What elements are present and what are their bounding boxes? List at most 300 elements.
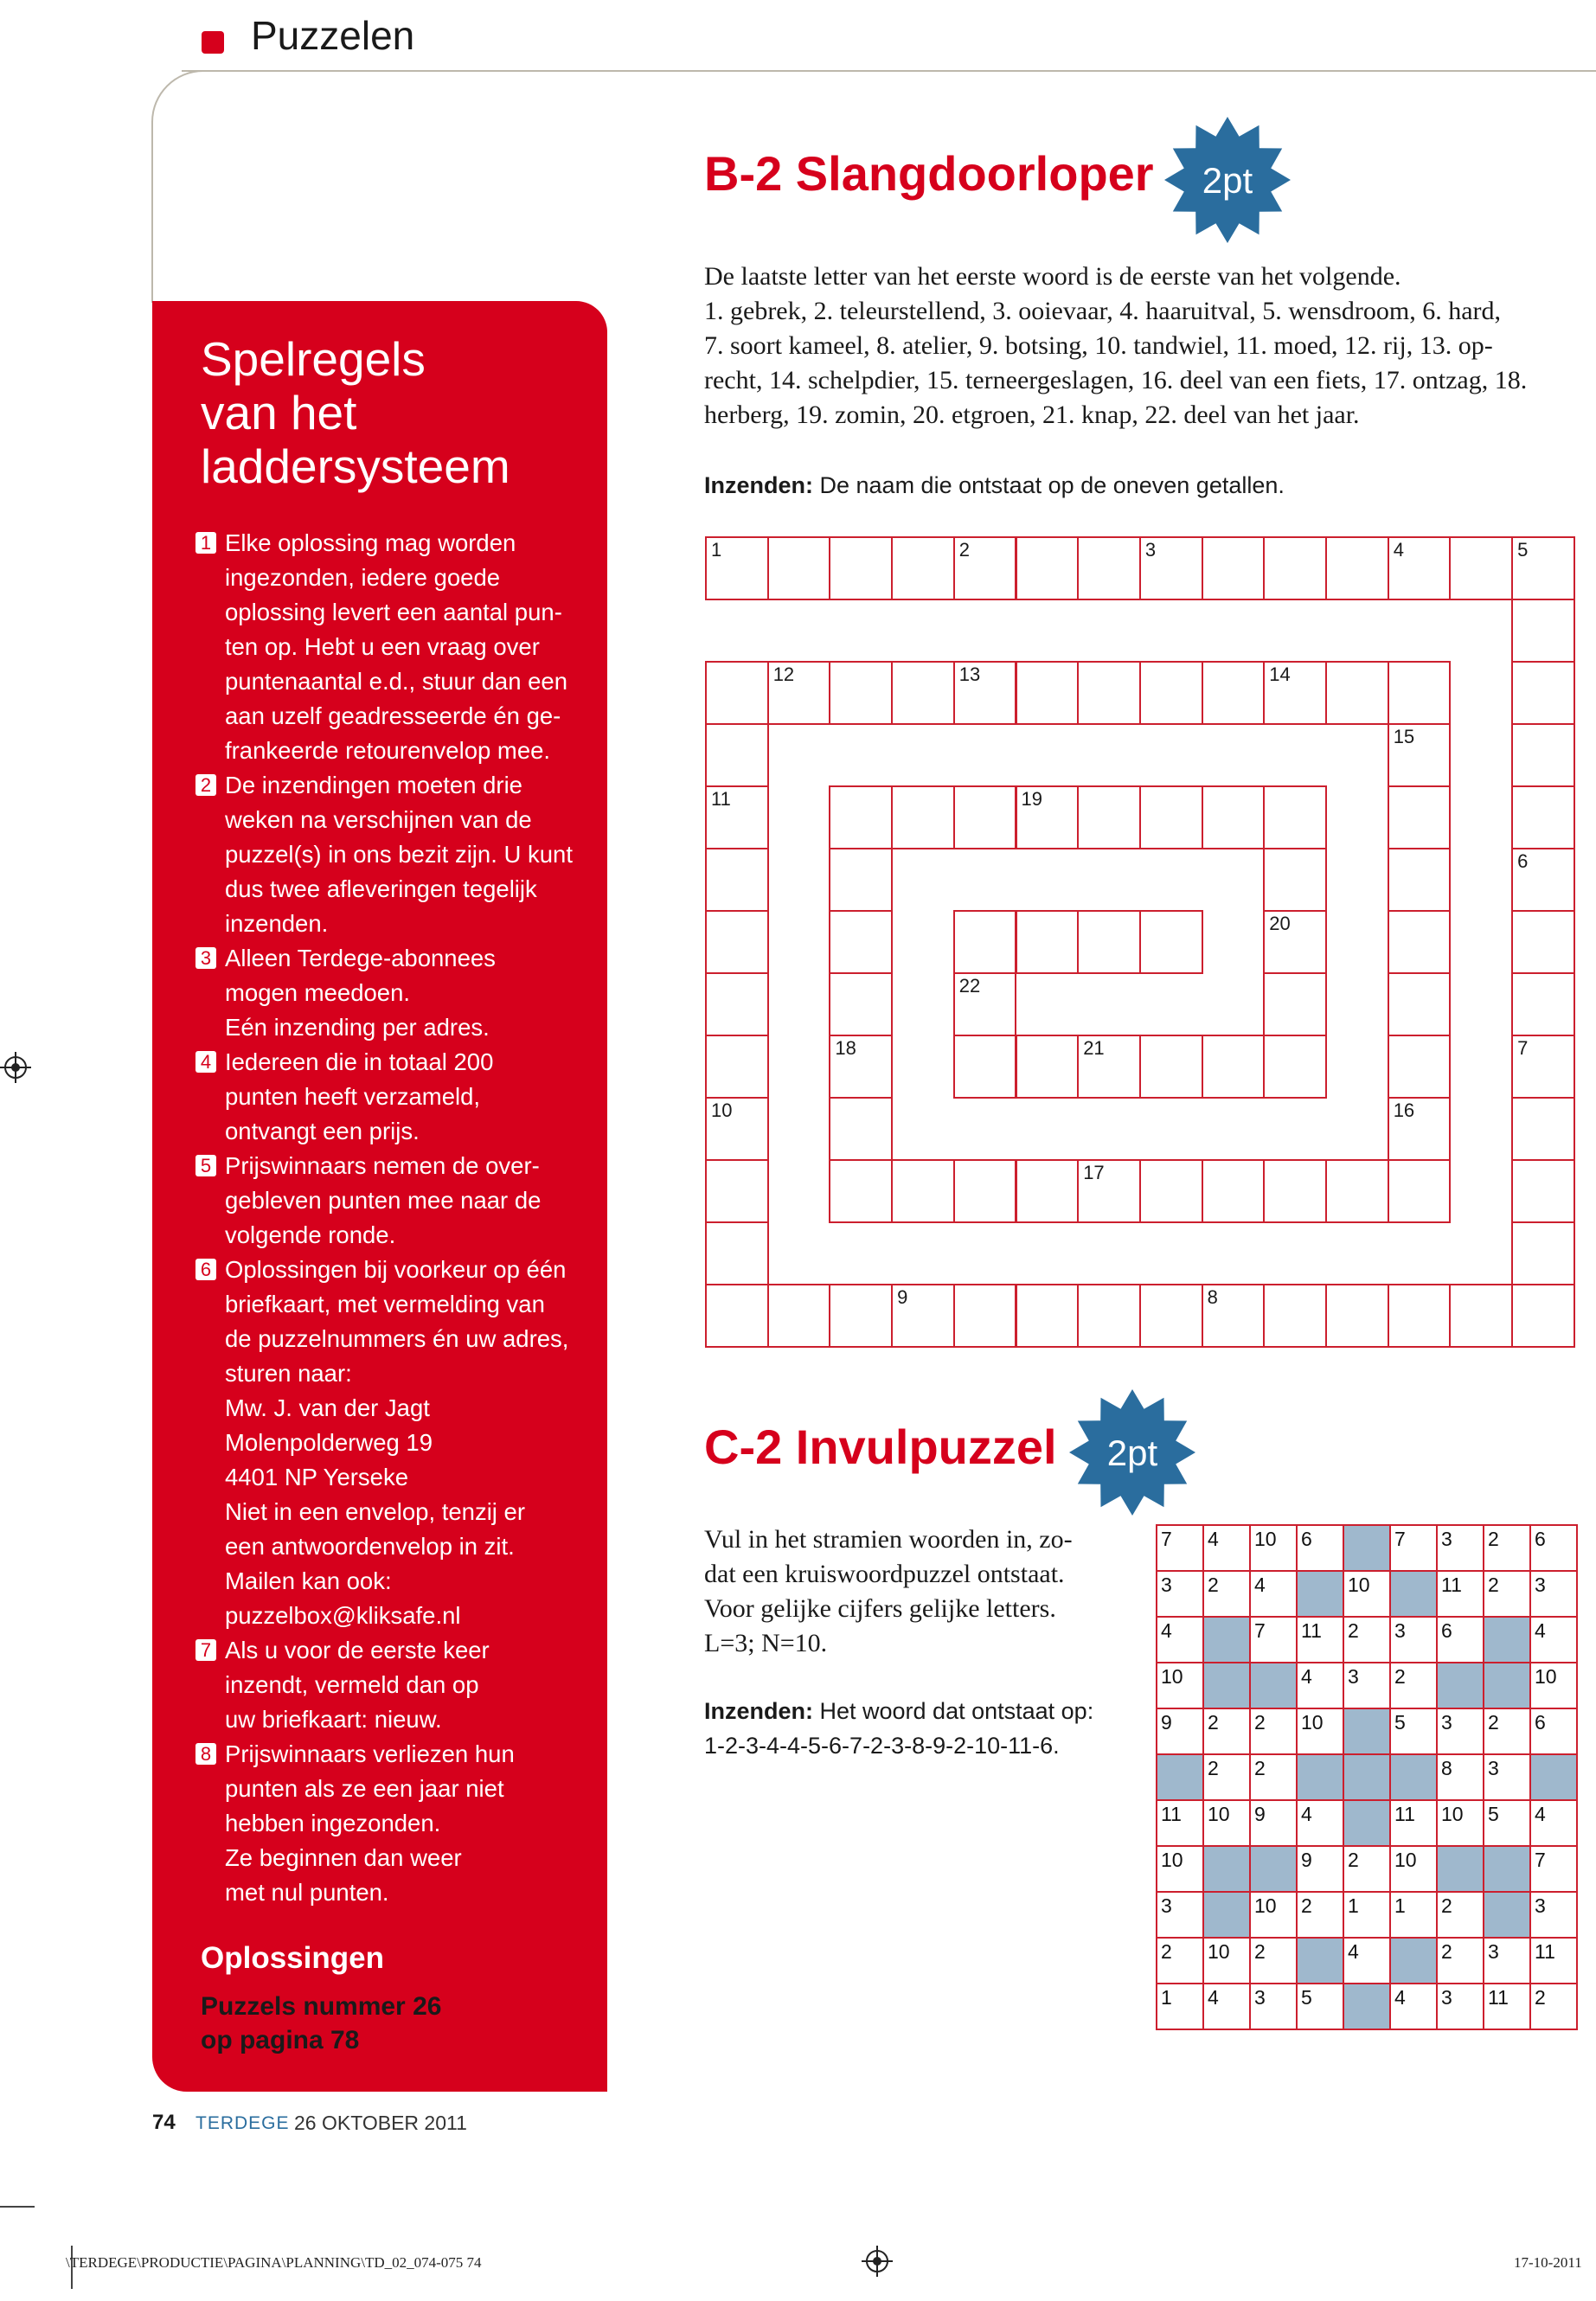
number-cell <box>1156 1937 1204 1984</box>
registration-mark-icon <box>862 2246 893 2277</box>
grid-cell <box>1511 972 1575 1036</box>
number-cell <box>1436 1937 1484 1984</box>
grid-cell <box>891 1159 955 1223</box>
rule-text: puzzelbox@kliksafe.nl <box>225 1602 461 1629</box>
rule-number: 2 <box>195 774 216 796</box>
cell-number: 2 <box>1441 1940 1452 1963</box>
grid-cell <box>1263 972 1327 1036</box>
number-cell <box>1436 1753 1484 1801</box>
grid-cell <box>953 1284 1017 1348</box>
grid-cell <box>1202 785 1266 849</box>
cell-number: 10 <box>1161 1665 1183 1688</box>
cell-number: 10 <box>1254 1528 1277 1550</box>
cell-number: 3 <box>1254 1986 1266 2009</box>
cell-number: 11 <box>1535 1940 1555 1963</box>
black-square <box>1436 1845 1484 1893</box>
grid-cell <box>1325 661 1389 725</box>
b2-submit-label: Inzenden: <box>704 472 813 498</box>
black-square <box>1202 1616 1251 1663</box>
cell-number: 9 <box>1254 1803 1266 1825</box>
rules-title-line: van het <box>201 386 357 439</box>
number-cell <box>1343 1937 1391 1984</box>
number-cell <box>1389 1845 1438 1893</box>
rule-text: puntenaantal e.d., stuur dan een <box>225 668 568 695</box>
grid-cell <box>1077 910 1141 974</box>
rule-text: frankeerde retourenvelop mee. <box>225 737 551 764</box>
black-square <box>1202 1845 1251 1893</box>
cell-number: 10 <box>1535 1665 1557 1688</box>
rule-text: oplossing levert een aantal pun- <box>225 599 562 625</box>
number-cell <box>1343 1891 1391 1939</box>
rules-list <box>195 526 576 1910</box>
rule-item <box>195 1737 576 1910</box>
cell-number: 3 <box>1161 1574 1172 1596</box>
clue-number: 10 <box>711 1099 733 1121</box>
black-square <box>1296 1753 1344 1801</box>
clue-number: 6 <box>1517 850 1529 872</box>
cell-number: 3 <box>1535 1894 1546 1917</box>
grid-cell <box>953 1035 1017 1099</box>
number-cell <box>1436 1616 1484 1663</box>
number-cell <box>1483 1799 1531 1847</box>
section-marker <box>202 31 224 54</box>
rule-number: 7 <box>195 1639 216 1661</box>
cell-number: 4 <box>1161 1619 1172 1642</box>
cell-number: 4 <box>1348 1940 1359 1963</box>
grid-cell <box>705 972 769 1036</box>
black-square <box>1343 1708 1391 1755</box>
grid-cell <box>1263 1159 1327 1223</box>
cell-number: 5 <box>1488 1803 1499 1825</box>
rule-item <box>195 1149 576 1253</box>
b2-title: B-2 Slangdoorloper <box>704 146 1154 201</box>
number-cell <box>1343 1570 1391 1618</box>
rule-text: Ze beginnen dan weer <box>225 1844 462 1871</box>
black-square <box>1389 1753 1438 1801</box>
grid-cell <box>1202 1159 1266 1223</box>
number-cell <box>1296 1845 1344 1893</box>
number-cell <box>1156 1524 1204 1572</box>
rule-text: Oplossingen bij voorkeur op één <box>225 1256 567 1283</box>
rule-text: een antwoordenvelop in zit. <box>225 1533 515 1560</box>
cell-number: 2 <box>1254 1711 1266 1734</box>
number-cell <box>1296 1799 1344 1847</box>
black-square <box>1343 1799 1391 1847</box>
rule-text: met nul punten. <box>225 1879 389 1906</box>
cell-number: 3 <box>1488 1757 1499 1779</box>
grid-cell <box>1202 1035 1266 1099</box>
number-cell <box>1389 1662 1438 1709</box>
grid-cell <box>1388 910 1452 974</box>
number-cell <box>1249 1799 1298 1847</box>
rule-text: weken na verschijnen van de <box>225 806 532 833</box>
grid-cell <box>1263 1284 1327 1348</box>
grid-cell <box>1325 536 1389 600</box>
registration-mark-icon <box>0 1052 31 1083</box>
number-cell <box>1249 1616 1298 1663</box>
b2-desc-line: herberg, 19. zomin, 20. etgroen, 21. knap, 22. deel van het jaar. <box>704 401 1360 429</box>
rule-item <box>195 1253 576 1633</box>
black-square <box>1343 1524 1391 1572</box>
cell-number: 5 <box>1301 1986 1312 2009</box>
rule-item <box>195 941 576 1045</box>
grid-cell <box>1388 785 1452 849</box>
grid-cell <box>829 536 893 600</box>
rule-text: gebleven punten mee naar de <box>225 1187 542 1214</box>
number-cell <box>1529 1662 1578 1709</box>
grid-cell <box>1016 536 1080 600</box>
grid-cell <box>1077 1284 1141 1348</box>
number-cell <box>1296 1708 1344 1755</box>
cell-number: 4 <box>1394 1986 1406 2009</box>
magazine-name: TERDEGE <box>195 2113 290 2133</box>
rule-item <box>195 526 576 768</box>
frame-line <box>182 70 1596 72</box>
section-title: Puzzelen <box>251 13 415 58</box>
number-cell <box>1483 1983 1531 2030</box>
number-cell <box>1436 1799 1484 1847</box>
number-cell <box>1202 1708 1251 1755</box>
black-square <box>1249 1845 1298 1893</box>
number-cell <box>1156 1570 1204 1618</box>
cell-number: 10 <box>1208 1940 1230 1963</box>
cell-number: 2 <box>1488 1528 1499 1550</box>
rule-text: inzendt, vermeld dan op <box>225 1671 479 1698</box>
grid-cell <box>705 910 769 974</box>
number-cell <box>1202 1570 1251 1618</box>
c2-description <box>704 1522 1119 1661</box>
number-cell <box>1529 1708 1578 1755</box>
grid-cell <box>1511 910 1575 974</box>
number-cell <box>1296 1983 1344 2030</box>
c2-submit-sequence: 1-2-3-4-4-5-6-7-2-3-8-9-2-10-11-6. <box>704 1733 1060 1759</box>
solutions-line: Puzzels nummer 26 <box>201 1992 442 2021</box>
black-square <box>1483 1616 1531 1663</box>
number-cell <box>1529 1799 1578 1847</box>
cell-number: 3 <box>1441 1528 1452 1550</box>
cell-number: 4 <box>1301 1803 1312 1825</box>
rule-text: Als u voor de eerste keer <box>225 1637 490 1663</box>
grid-cell <box>1139 1284 1203 1348</box>
number-cell <box>1156 1616 1204 1663</box>
clue-number: 17 <box>1083 1162 1105 1183</box>
rule-item <box>195 768 576 941</box>
cell-number: 10 <box>1208 1803 1230 1825</box>
cell-number: 5 <box>1394 1711 1406 1734</box>
number-cell <box>1202 1983 1251 2030</box>
number-cell <box>1529 1570 1578 1618</box>
number-cell <box>1249 1983 1298 2030</box>
grid-cell <box>829 1159 893 1223</box>
cell-number: 10 <box>1441 1803 1464 1825</box>
cell-number: 3 <box>1348 1665 1359 1688</box>
black-square <box>1343 1983 1391 2030</box>
c2-desc-line: Voor gelijke cijfers gelijke letters. <box>704 1594 1056 1623</box>
b2-submit-text: De naam die ontstaat op de oneven getallen. <box>813 472 1285 498</box>
cell-number: 10 <box>1348 1574 1370 1596</box>
grid-cell <box>829 848 893 912</box>
grid-cell <box>1388 1035 1452 1099</box>
grid-cell <box>1388 848 1452 912</box>
cell-number: 8 <box>1441 1757 1452 1779</box>
cell-number: 2 <box>1488 1711 1499 1734</box>
number-cell <box>1483 1937 1531 1984</box>
number-cell <box>1389 1616 1438 1663</box>
c2-submit-text: Het woord dat ontstaat op: <box>813 1698 1094 1724</box>
grid-cell <box>829 785 893 849</box>
grid-cell <box>1388 1159 1452 1223</box>
grid-cell <box>1016 1159 1080 1223</box>
number-cell <box>1296 1616 1344 1663</box>
cell-number: 2 <box>1348 1849 1359 1871</box>
solutions-reference <box>201 1990 441 2057</box>
grid-cell <box>1263 848 1327 912</box>
cell-number: 6 <box>1535 1528 1546 1550</box>
b2-points-badge <box>1163 115 1292 245</box>
number-cell <box>1436 1524 1484 1572</box>
number-cell <box>1529 1845 1578 1893</box>
cell-number: 11 <box>1161 1803 1182 1825</box>
b2-points: 2pt <box>1202 160 1253 201</box>
cell-number: 10 <box>1301 1711 1324 1734</box>
print-date: 17-10-2011 <box>1514 2254 1582 2271</box>
grid-cell <box>705 1035 769 1099</box>
clue-number: 21 <box>1083 1037 1105 1059</box>
number-cell <box>1156 1983 1204 2030</box>
grid-cell <box>1388 972 1452 1036</box>
grid-cell <box>1016 1035 1080 1099</box>
grid-cell <box>953 785 1017 849</box>
number-cell <box>1249 1891 1298 1939</box>
number-cell <box>1343 1662 1391 1709</box>
rule-text: Elke oplossing mag worden <box>225 529 516 556</box>
grid-cell <box>767 1284 831 1348</box>
clue-number: 5 <box>1517 539 1529 561</box>
number-cell <box>1529 1616 1578 1663</box>
grid-cell <box>705 1159 769 1223</box>
rule-text: Prijswinnaars nemen de over- <box>225 1152 540 1179</box>
cell-number: 3 <box>1161 1894 1172 1917</box>
c2-points-badge <box>1067 1388 1197 1517</box>
cell-number: 1 <box>1348 1894 1359 1917</box>
number-cell <box>1529 1983 1578 2030</box>
grid-cell <box>829 972 893 1036</box>
black-square <box>1483 1662 1531 1709</box>
cell-number: 2 <box>1394 1665 1406 1688</box>
rule-text: punten heeft verzameld, <box>225 1083 481 1110</box>
clue-number: 3 <box>1144 539 1157 561</box>
grid-cell <box>953 910 1017 974</box>
cell-number: 2 <box>1535 1986 1546 2009</box>
solutions-line: op pagina 78 <box>201 2026 360 2054</box>
black-square <box>1529 1753 1578 1801</box>
cell-number: 9 <box>1161 1711 1172 1734</box>
rule-number: 3 <box>195 947 216 969</box>
grid-cell <box>829 1284 893 1348</box>
cell-number: 2 <box>1208 1574 1219 1596</box>
clue-number: 7 <box>1517 1037 1529 1059</box>
number-cell <box>1436 1983 1484 2030</box>
number-cell <box>1436 1891 1484 1939</box>
c2-points: 2pt <box>1106 1433 1158 1473</box>
rules-title-line: Spelregels <box>201 332 426 386</box>
grid-cell <box>1511 1284 1575 1348</box>
rule-number: 4 <box>195 1051 216 1073</box>
cell-number: 2 <box>1488 1574 1499 1596</box>
black-square <box>1389 1937 1438 1984</box>
rule-text: Eén inzending per adres. <box>225 1014 490 1041</box>
c2-title: C-2 Invulpuzzel <box>704 1420 1057 1474</box>
grid-cell <box>1511 599 1575 663</box>
grid-cell <box>1511 661 1575 725</box>
rule-text: ontvangt een prijs. <box>225 1118 420 1144</box>
grid-cell <box>705 1221 769 1285</box>
clue-number: 16 <box>1393 1099 1415 1121</box>
grid-cell <box>1263 785 1327 849</box>
cell-number: 6 <box>1535 1711 1546 1734</box>
cell-number: 4 <box>1301 1665 1312 1688</box>
rule-text: uw briefkaart: nieuw. <box>225 1706 442 1733</box>
frame-corner <box>151 70 205 124</box>
grid-cell <box>705 848 769 912</box>
grid-cell <box>1202 661 1266 725</box>
grid-cell <box>891 661 955 725</box>
cell-number: 7 <box>1161 1528 1172 1550</box>
rule-text: Iedereen die in totaal 200 <box>225 1048 494 1075</box>
cell-number: 6 <box>1301 1528 1312 1550</box>
grid-cell <box>1202 536 1266 600</box>
black-square <box>1202 1662 1251 1709</box>
grid-cell <box>1449 536 1513 600</box>
clue-number: 11 <box>711 788 731 810</box>
rule-text: de puzzelnummers én uw adres, <box>225 1325 569 1352</box>
cell-number: 9 <box>1301 1849 1312 1871</box>
clue-number: 1 <box>711 539 722 561</box>
cell-number: 1 <box>1394 1894 1406 1917</box>
grid-cell <box>829 1097 893 1161</box>
clue-number: 15 <box>1393 726 1415 747</box>
cell-number: 11 <box>1394 1803 1415 1825</box>
number-cell <box>1202 1799 1251 1847</box>
clue-number: 8 <box>1207 1286 1218 1308</box>
grid-cell <box>1077 536 1141 600</box>
cell-number: 2 <box>1208 1711 1219 1734</box>
grid-cell <box>1263 1035 1327 1099</box>
rule-text: dus twee afleveringen tegelijk <box>225 875 537 902</box>
grid-cell <box>1016 661 1080 725</box>
number-cell <box>1436 1570 1484 1618</box>
grid-cell <box>705 1284 769 1348</box>
number-cell <box>1156 1799 1204 1847</box>
number-cell <box>1156 1662 1204 1709</box>
cell-number: 2 <box>1441 1894 1452 1917</box>
rule-text: De inzendingen moeten drie <box>225 772 522 798</box>
cell-number: 2 <box>1301 1894 1312 1917</box>
number-cell <box>1483 1524 1531 1572</box>
rule-number: 6 <box>195 1259 216 1280</box>
clue-number: 18 <box>835 1037 856 1059</box>
b2-desc-line: recht, 14. schelpdier, 15. terneergeslagen, 16. deel van een fiets, 17. ontzag, 18. <box>704 366 1528 394</box>
rule-number: 1 <box>195 532 216 554</box>
black-square <box>1202 1891 1251 1939</box>
grid-cell <box>1511 1159 1575 1223</box>
cell-number: 7 <box>1394 1528 1406 1550</box>
number-cell <box>1529 1891 1578 1939</box>
number-cell <box>1202 1937 1251 1984</box>
grid-cell <box>1325 1284 1389 1348</box>
b2-submit-instruction <box>704 468 1285 503</box>
rule-text: sturen naar: <box>225 1360 352 1387</box>
rule-item <box>195 1633 576 1737</box>
number-cell <box>1389 1799 1438 1847</box>
cell-number: 4 <box>1208 1528 1219 1550</box>
grid-cell <box>705 661 769 725</box>
number-cell <box>1249 1570 1298 1618</box>
rule-text: 4401 NP Yerseke <box>225 1464 409 1490</box>
number-cell <box>1202 1524 1251 1572</box>
number-cell <box>1249 1708 1298 1755</box>
cell-number: 4 <box>1535 1803 1546 1825</box>
cell-number: 7 <box>1535 1849 1546 1871</box>
grid-cell <box>1077 785 1141 849</box>
number-cell <box>1296 1524 1344 1572</box>
cell-number: 7 <box>1254 1619 1266 1642</box>
black-square <box>1483 1845 1531 1893</box>
number-cell <box>1483 1570 1531 1618</box>
cell-number: 11 <box>1301 1619 1322 1642</box>
rule-text: Prijswinnaars verliezen hun <box>225 1740 515 1767</box>
black-square <box>1483 1891 1531 1939</box>
page-number: 74 <box>152 2111 176 2134</box>
grid-cell <box>1263 536 1327 600</box>
cell-number: 10 <box>1161 1849 1183 1871</box>
number-cell <box>1436 1708 1484 1755</box>
number-cell <box>1156 1845 1204 1893</box>
number-cell <box>1156 1708 1204 1755</box>
cell-number: 4 <box>1208 1986 1219 2009</box>
number-cell <box>1249 1753 1298 1801</box>
solutions-title: Oplossingen <box>201 1941 384 1975</box>
c2-submit-instruction <box>704 1694 1093 1763</box>
cell-number: 2 <box>1348 1619 1359 1642</box>
number-cell <box>1156 1891 1204 1939</box>
number-cell <box>1529 1524 1578 1572</box>
number-cell <box>1529 1937 1578 1984</box>
cell-number: 6 <box>1441 1619 1452 1642</box>
rule-text: volgende ronde. <box>225 1221 396 1248</box>
clue-number: 4 <box>1393 539 1404 561</box>
grid-cell <box>1511 1097 1575 1161</box>
rule-text: ten op. Hebt u een vraag over <box>225 633 540 660</box>
rule-number: 8 <box>195 1743 216 1765</box>
number-cell <box>1389 1983 1438 2030</box>
rule-text: Molenpolderweg 19 <box>225 1429 433 1456</box>
grid-cell <box>829 661 893 725</box>
rule-text: mogen meedoen. <box>225 979 411 1006</box>
rule-text: aan uzelf geadresseerde én ge- <box>225 702 561 729</box>
b2-desc-line: De laatste letter van het eerste woord is de eerste van het volgende. <box>704 262 1401 291</box>
grid-cell <box>891 785 955 849</box>
cell-number: 3 <box>1441 1986 1452 2009</box>
clue-number: 14 <box>1269 663 1291 685</box>
number-cell <box>1202 1753 1251 1801</box>
grid-cell <box>1016 1284 1080 1348</box>
number-cell <box>1249 1524 1298 1572</box>
grid-cell <box>1511 785 1575 849</box>
c2-desc-line: dat een kruiswoordpuzzel ontstaat. <box>704 1560 1065 1588</box>
clue-number: 19 <box>1021 788 1042 810</box>
black-square <box>1296 1570 1344 1618</box>
